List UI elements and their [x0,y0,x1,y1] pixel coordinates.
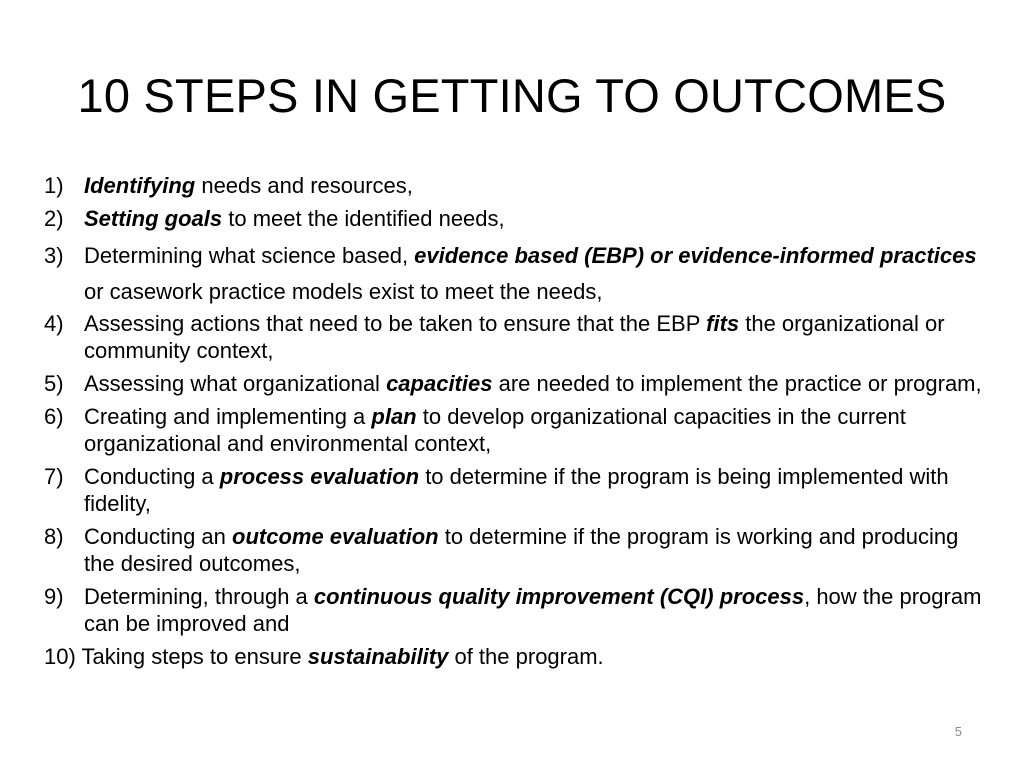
step-item [44,463,989,517]
step-text: Assessing actions that need to be taken to ensure that the EBP [84,311,707,336]
step-number: 9) [44,584,64,609]
step-emphasis: plan [371,404,417,429]
step-text: to meet the identified needs, [222,206,505,231]
step-text: needs and resources, [195,173,413,198]
step-text: Assessing what organizational [84,371,387,396]
step-number: 3) [44,243,64,268]
step-text: of the program. [448,644,604,669]
steps-list [44,172,989,676]
step-item [44,643,989,670]
step-number: 10) [44,644,76,669]
step-item [44,523,989,577]
step-number: 7) [44,464,64,489]
step-text: are needed to implement the practice or program, [492,371,982,396]
step-emphasis: process evaluation [219,464,420,489]
step-text: to determine if the program is working and producing the desired outcomes, [84,524,959,576]
slide-number: 5 [954,724,962,739]
step-emphasis: continuous quality improvement (CQI) process [313,584,805,609]
step-item [44,403,989,457]
step-item [44,172,989,199]
step-number: 4) [44,311,64,336]
step-item [44,310,989,364]
step-text: to determine if the program is being implemented with fidelity, [84,464,949,516]
step-text: to develop organizational capacities in the current organizational and environmental context, [84,404,906,456]
step-number: 2) [44,206,64,231]
step-item [44,583,989,637]
step-emphasis: Identifying [84,173,196,198]
step-text: Determining, through a [84,584,314,609]
step-number: 1) [44,173,64,198]
step-emphasis: Setting goals [84,206,223,231]
slide-title: 10 STEPS IN GETTING TO OUTCOMES [77,69,947,122]
step-emphasis: sustainability [307,644,449,669]
step-text: Conducting a [84,464,220,489]
step-text: Conducting an [84,524,232,549]
step-text: Determining what science based, [84,243,415,268]
step-text: Taking steps to ensure [81,644,308,669]
step-item [44,370,989,397]
step-emphasis: capacities [386,371,493,396]
step-number: 8) [44,524,64,549]
step-emphasis: fits [706,311,740,336]
step-number: 5) [44,371,64,396]
step-item [44,238,989,310]
step-item [44,205,989,232]
step-text: the organizational or community context, [84,311,945,363]
step-number: 6) [44,404,64,429]
step-text: Creating and implementing a [84,404,372,429]
step-text: or casework practice models exist to meet the needs, [84,279,603,304]
step-emphasis: outcome evaluation [232,524,439,549]
step-emphasis: evidence based (EBP) or evidence-informed practices [414,243,977,268]
step-text: , how the program can be improved and [84,584,982,636]
